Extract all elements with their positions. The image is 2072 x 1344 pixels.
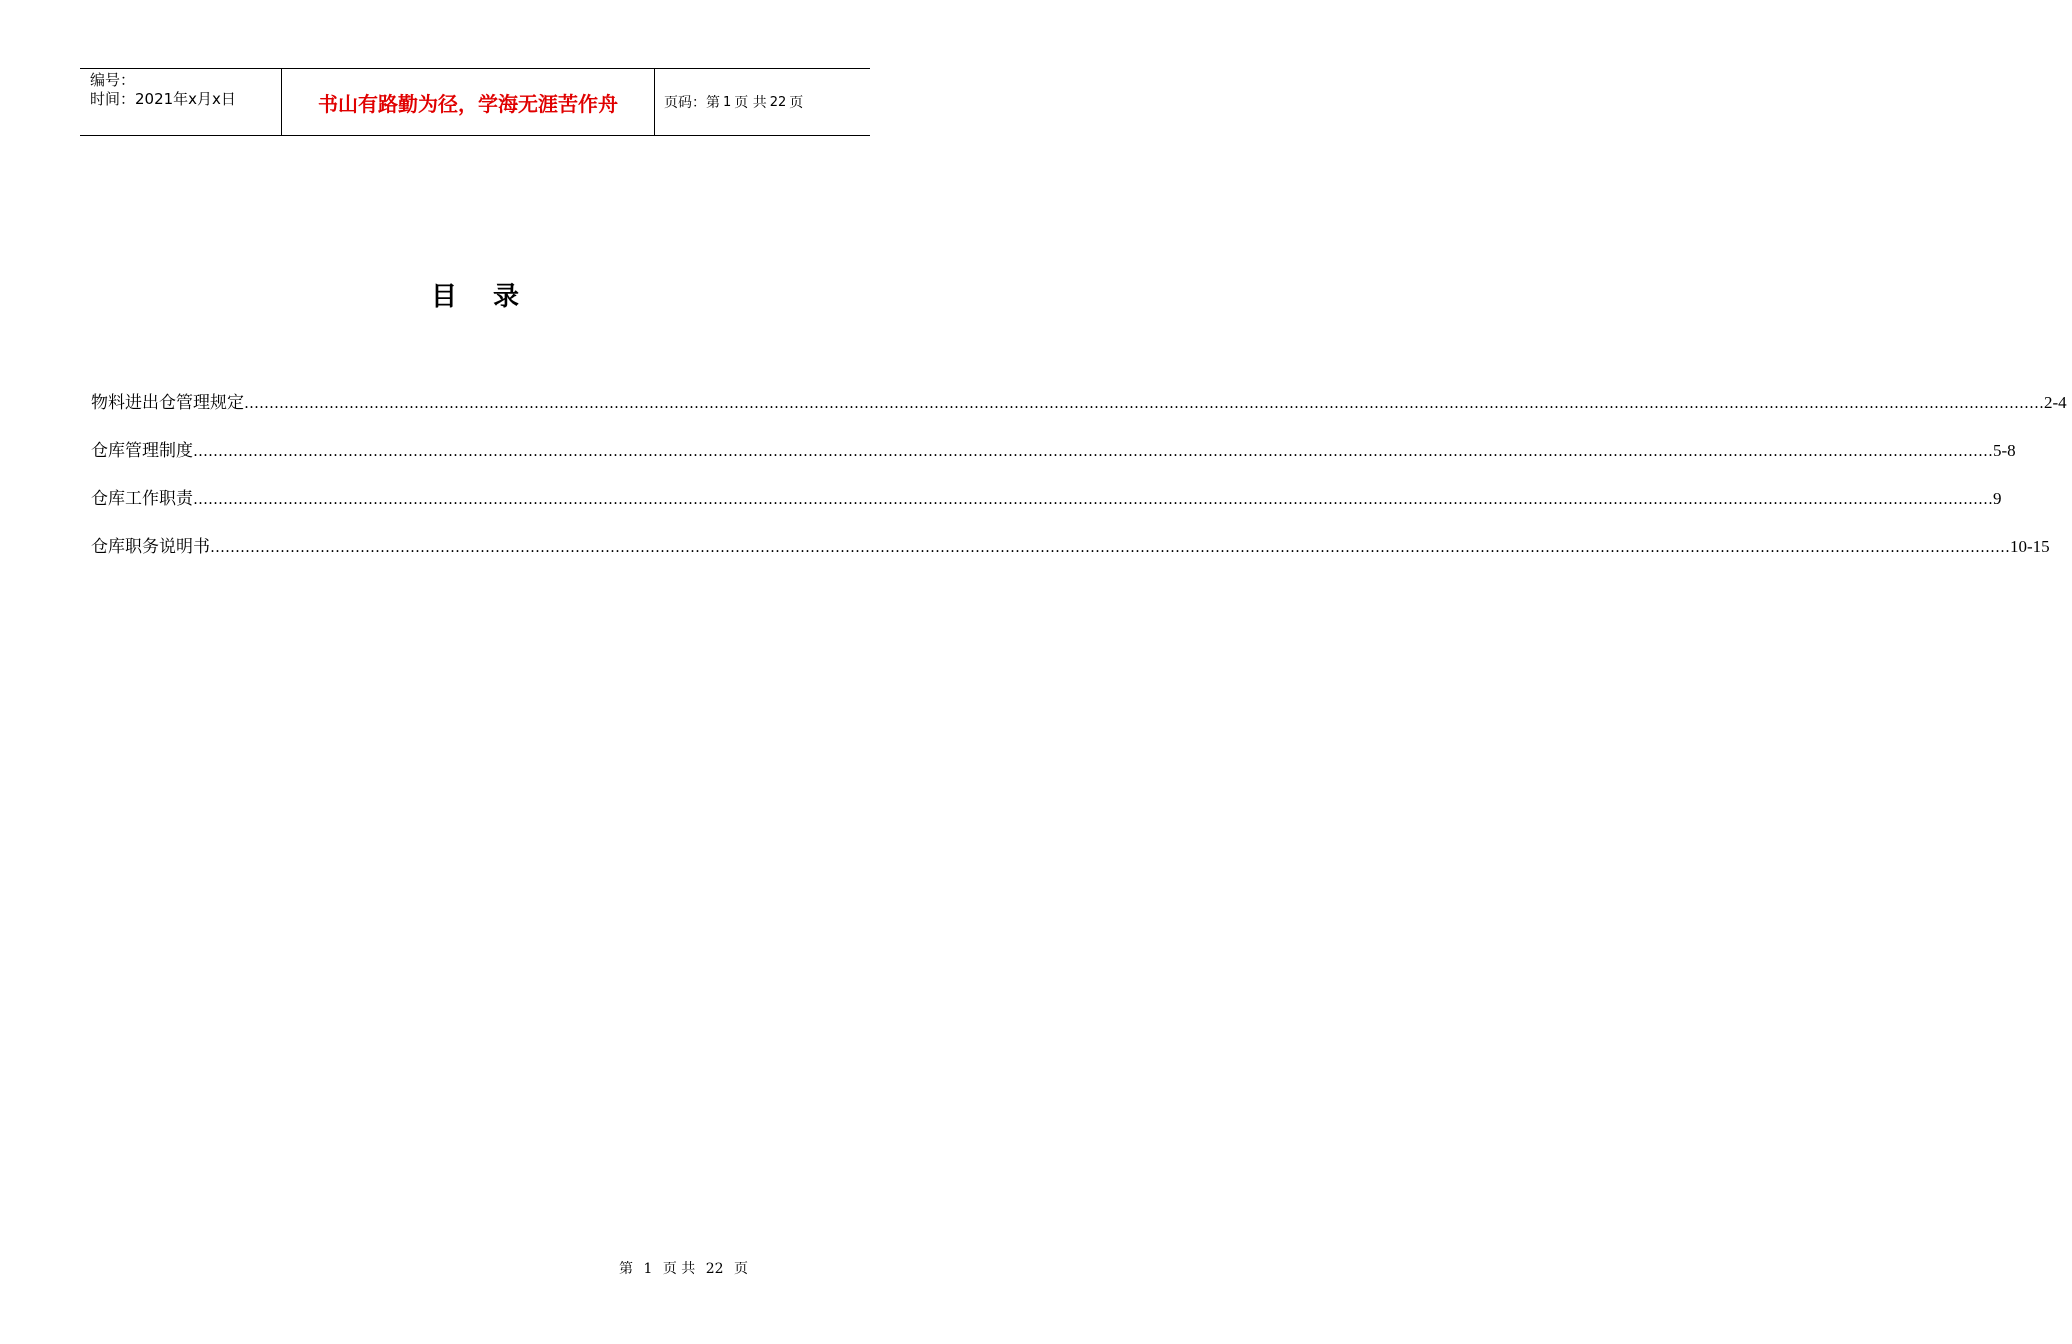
toc-leader-dots: ……………………………………………………………………………………………………………………………………………………………………………………………………………………………………………………………………………………………………………………………… [193, 490, 1993, 508]
toc-leader-dots: ……………………………………………………………………………………………………………………………………………………………………………………………………………………………………………………………………………………………………………………………… [193, 442, 1993, 460]
toc-entry[interactable] [91, 436, 2016, 484]
toc-entry-label: 仓库工作职责 [91, 489, 193, 509]
toc-leader-dots: ……………………………………………………………………………………………………………………………………………………………………………………………………………………………………………………………………………………………………………………………… [244, 394, 2044, 412]
header-page-current: 1 [723, 94, 732, 110]
document-date-label: 时间：2021年x月x日 [90, 90, 236, 108]
toc-entry-page: 10-15 [2010, 537, 2050, 556]
toc-entry-page: 9 [1993, 489, 2002, 508]
toc-entry-page: 2-4 [2044, 393, 2067, 412]
toc-leader-dots: ……………………………………………………………………………………………………………………………………………………………………………………………………………………………………………………………………………………………………………………………… [210, 538, 2010, 556]
footer-page-prefix: 第 [619, 1261, 633, 1277]
toc-entry-label: 仓库职务说明书 [91, 537, 210, 557]
header-page-suffix: 页 [789, 95, 804, 111]
header-page-prefix: 页码：第 [664, 95, 720, 111]
footer-page-current: 1 [643, 1261, 653, 1277]
footer-page-mid: 页 共 [662, 1261, 696, 1277]
footer-page-suffix: 页 [734, 1261, 749, 1277]
toc-entry[interactable] [91, 532, 2050, 580]
footer-page-total: 22 [705, 1261, 724, 1277]
header-page-mid: 页 共 [734, 95, 767, 111]
page-header [80, 68, 870, 136]
document-number-label: 编号： [90, 71, 136, 89]
table-of-contents [91, 388, 2067, 580]
toc-entry-page: 5-8 [1993, 441, 2016, 460]
toc-entry[interactable] [91, 388, 2067, 436]
header-info-cell [80, 69, 281, 135]
toc-entry-label: 物料进出仓管理规定 [91, 393, 244, 413]
page-title: 目录 [430, 282, 555, 312]
toc-entry[interactable] [91, 484, 2002, 532]
header-page-total: 22 [769, 94, 787, 110]
header-motto-cell [281, 69, 655, 135]
header-page-cell [655, 69, 870, 135]
header-motto: 书山有路勤为径，学海无涯苦作舟 [318, 91, 618, 116]
toc-entry-label: 仓库管理制度 [91, 441, 193, 461]
